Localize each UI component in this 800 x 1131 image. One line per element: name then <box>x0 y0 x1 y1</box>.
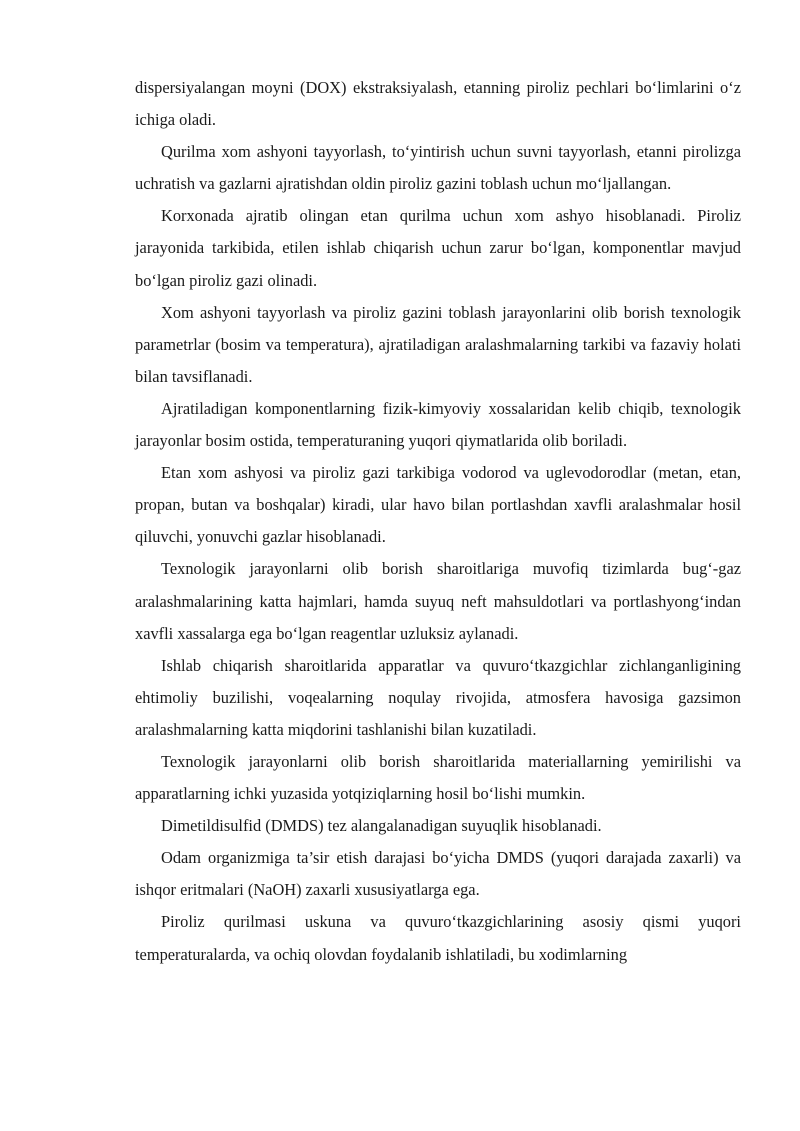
body-text <box>135 72 741 971</box>
paragraph: Xom ashyoni tayyorlash va piroliz gazini toblash jarayonlarini olib borish texnologik parametrlar (bosim va temperatura), ajratiladigan aralashmalarning tarkibi va fazaviy holati bilan tavsiflanadi. <box>135 302 741 386</box>
paragraph: Piroliz qurilmasi uskuna va quvuro‘tkazgichlarining asosiy qismi yuqori temperaturalarda, va ochiq olovdan foydalanib ishlatiladi, bu xodimlarning <box>135 912 741 964</box>
paragraph: Dimetildisulfid (DMDS) tez alangalanadigan suyuqlik hisoblanadi. <box>161 816 602 836</box>
paragraph: Ajratiladigan komponentlarning fizik-kimyoviy xossalaridan kelib chiqib, texnologik jarayonlar bosim ostida, temperaturaning yuqori qiymatlarida olib boriladi. <box>135 398 741 451</box>
paragraph: Texnologik jarayonlarni olib borish sharoitlariga muvofiq tizimlarda bug‘-gaz aralashmalarining katta hajmlari, hamda suyuq neft mahsuldotlari va portlashyong‘indan xavfli xassalarga ega bo‘lgan reagentlar uzluksiz aylanadi. <box>135 559 741 643</box>
paragraph: Etan xom ashyosi va piroliz gazi tarkibiga vodorod va uglevodorodlar (metan, etan, propan, butan va boshqalar) kiradi, ular havo bilan portlashdan xavfli aralashmalar hosil qiluvchi, yonuvchi gazlar hisoblanadi. <box>135 463 741 547</box>
paragraph: Odam organizmiga ta’sir etish darajasi bo‘yicha DMDS (yuqori darajada zaxarli) va ishqor eritmalari (NaOH) zaxarli xususiyatlarga ega. <box>135 848 741 900</box>
paragraph: Korxonada ajratib olingan etan qurilma uchun xom ashyo hisoblanadi. Piroliz jarayonida tarkibida, etilen ishlab chiqarish uchun zarur bo‘lgan, komponentlar mavjud bo‘lgan piroliz gazi olinadi. <box>135 206 741 290</box>
paragraph: Qurilma xom ashyoni tayyorlash, to‘yintirish uchun suvni tayyorlash, etanni pirolizga uchratish va gazlarni ajratishdan oldin piroliz gazini toblash uchun mo‘ljallangan. <box>135 142 741 194</box>
paragraph: Ishlab chiqarish sharoitlarida apparatlar va quvuro‘tkazgichlar zichlanganligining ehtimoliy buzilishi, voqealarning noqulay rivojida, atmosfera havosiga gazsimon aralashmalarning katta miqdorini tashlanishi bilan kuzatiladi. <box>135 655 741 739</box>
paragraph-continuation: dispersiyalangan moyni (DOX) ekstraksiyalash, etanning piroliz pechlari bo‘limlarini o‘z ichiga oladi. <box>135 78 741 130</box>
paragraph: Texnologik jarayonlarni olib borish sharoitlarida materiallarning yemirilishi va apparatlarning ichki yuzasida yotqiziqlarning hosil bo‘lishi mumkin. <box>135 751 741 804</box>
